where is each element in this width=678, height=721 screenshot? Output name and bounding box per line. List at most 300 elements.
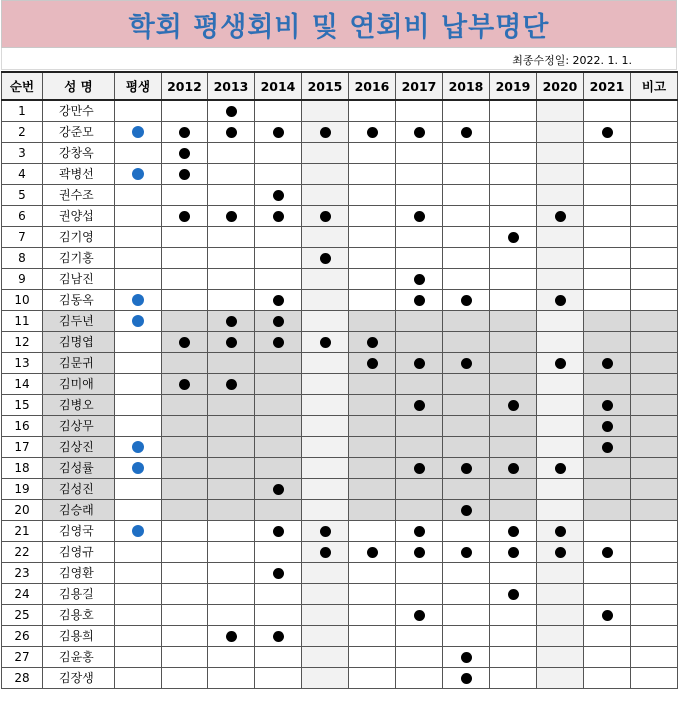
- paid-dot-icon: [508, 400, 519, 411]
- year-cell-2013: [208, 289, 255, 310]
- year-cell-2016: [349, 268, 396, 289]
- year-cell-2017: [396, 289, 443, 310]
- year-cell-2015: [302, 646, 349, 667]
- paid-dot-icon: [414, 127, 425, 138]
- year-cell-2016: [349, 163, 396, 184]
- year-cell-2015: [302, 562, 349, 583]
- year-cell-2013: [208, 142, 255, 163]
- year-cell-2017: [396, 352, 443, 373]
- paid-dot-icon: [179, 127, 190, 138]
- year-cell-2018: [443, 394, 490, 415]
- row-number: 20: [2, 499, 43, 520]
- year-cell-2021: [584, 499, 631, 520]
- year-cell-2016: [349, 373, 396, 394]
- note-cell: [631, 541, 678, 562]
- year-cell-2014: [255, 247, 302, 268]
- year-cell-2017: [396, 373, 443, 394]
- year-cell-2019: [490, 436, 537, 457]
- year-cell-2020: [537, 268, 584, 289]
- year-cell-2016: [349, 520, 396, 541]
- year-cell-2015: [302, 541, 349, 562]
- year-cell-2019: [490, 289, 537, 310]
- note-cell: [631, 289, 678, 310]
- note-cell: [631, 310, 678, 331]
- year-cell-2015: [302, 184, 349, 205]
- year-cell-2018: [443, 415, 490, 436]
- year-cell-2016: [349, 394, 396, 415]
- lifetime-cell: [115, 583, 162, 604]
- member-table: [1, 71, 678, 689]
- member-name: 김상진: [43, 436, 115, 457]
- year-cell-2017: [396, 646, 443, 667]
- year-cell-2019: [490, 205, 537, 226]
- year-cell-2016: [349, 541, 396, 562]
- note-cell: [631, 247, 678, 268]
- column-header: 2021: [584, 72, 631, 100]
- year-cell-2017: [396, 499, 443, 520]
- note-cell: [631, 142, 678, 163]
- row-number: 24: [2, 583, 43, 604]
- year-cell-2020: [537, 121, 584, 142]
- member-name: 김기영: [43, 226, 115, 247]
- lifetime-cell: [115, 226, 162, 247]
- paid-dot-icon: [555, 526, 566, 537]
- year-cell-2018: [443, 184, 490, 205]
- paid-dot-icon: [414, 358, 425, 369]
- year-cell-2019: [490, 310, 537, 331]
- year-cell-2017: [396, 625, 443, 646]
- table-row: [2, 142, 678, 163]
- year-cell-2013: [208, 373, 255, 394]
- paid-dot-icon: [320, 211, 331, 222]
- year-cell-2014: [255, 205, 302, 226]
- paid-dot-icon: [414, 610, 425, 621]
- table-row: [2, 268, 678, 289]
- lifetime-cell: [115, 352, 162, 373]
- paid-dot-icon: [179, 379, 190, 390]
- year-cell-2013: [208, 394, 255, 415]
- year-cell-2014: [255, 226, 302, 247]
- paid-dot-icon: [367, 358, 378, 369]
- table-row: [2, 436, 678, 457]
- paid-dot-icon: [602, 442, 613, 453]
- year-cell-2014: [255, 184, 302, 205]
- year-cell-2019: [490, 184, 537, 205]
- year-cell-2015: [302, 604, 349, 625]
- paid-dot-icon: [273, 190, 284, 201]
- year-cell-2020: [537, 289, 584, 310]
- year-cell-2019: [490, 121, 537, 142]
- year-cell-2020: [537, 163, 584, 184]
- year-cell-2015: [302, 436, 349, 457]
- column-header: 2013: [208, 72, 255, 100]
- year-cell-2013: [208, 520, 255, 541]
- paid-dot-icon: [226, 379, 237, 390]
- year-cell-2019: [490, 583, 537, 604]
- year-cell-2012: [162, 541, 208, 562]
- member-name: 곽병선: [43, 163, 115, 184]
- paid-dot-icon: [179, 169, 190, 180]
- year-cell-2021: [584, 352, 631, 373]
- year-cell-2019: [490, 373, 537, 394]
- year-cell-2020: [537, 541, 584, 562]
- year-cell-2021: [584, 331, 631, 352]
- paid-dot-icon: [555, 358, 566, 369]
- column-header: 2019: [490, 72, 537, 100]
- year-cell-2021: [584, 289, 631, 310]
- year-cell-2017: [396, 268, 443, 289]
- paid-dot-icon: [367, 337, 378, 348]
- year-cell-2013: [208, 541, 255, 562]
- year-cell-2016: [349, 331, 396, 352]
- year-cell-2015: [302, 457, 349, 478]
- paid-dot-icon: [461, 295, 472, 306]
- year-cell-2013: [208, 100, 255, 121]
- year-cell-2012: [162, 520, 208, 541]
- lifetime-cell: [115, 289, 162, 310]
- lifetime-cell: [115, 394, 162, 415]
- row-number: 5: [2, 184, 43, 205]
- year-cell-2016: [349, 205, 396, 226]
- row-number: 18: [2, 457, 43, 478]
- year-cell-2012: [162, 121, 208, 142]
- table-body: [2, 100, 678, 688]
- year-cell-2014: [255, 667, 302, 688]
- year-cell-2020: [537, 100, 584, 121]
- lifetime-cell: [115, 646, 162, 667]
- paid-dot-icon: [414, 526, 425, 537]
- year-cell-2019: [490, 394, 537, 415]
- year-cell-2013: [208, 331, 255, 352]
- lifetime-cell: [115, 415, 162, 436]
- page-title: 학회 평생회비 및 연회비 납부명단: [128, 11, 550, 43]
- column-header: 2014: [255, 72, 302, 100]
- paid-dot-icon: [461, 547, 472, 558]
- year-cell-2016: [349, 247, 396, 268]
- year-cell-2012: [162, 289, 208, 310]
- title-banner: [1, 0, 677, 48]
- year-cell-2012: [162, 163, 208, 184]
- year-cell-2021: [584, 457, 631, 478]
- year-cell-2014: [255, 268, 302, 289]
- year-cell-2017: [396, 541, 443, 562]
- year-cell-2012: [162, 478, 208, 499]
- year-cell-2019: [490, 478, 537, 499]
- row-number: 10: [2, 289, 43, 310]
- table-row: [2, 541, 678, 562]
- year-cell-2021: [584, 247, 631, 268]
- year-cell-2013: [208, 646, 255, 667]
- paid-dot-icon: [508, 526, 519, 537]
- year-cell-2020: [537, 184, 584, 205]
- row-number: 17: [2, 436, 43, 457]
- row-number: 2: [2, 121, 43, 142]
- note-cell: [631, 499, 678, 520]
- year-cell-2017: [396, 100, 443, 121]
- year-cell-2017: [396, 457, 443, 478]
- year-cell-2014: [255, 121, 302, 142]
- year-cell-2018: [443, 352, 490, 373]
- year-cell-2014: [255, 415, 302, 436]
- paid-dot-icon: [602, 127, 613, 138]
- year-cell-2020: [537, 394, 584, 415]
- year-cell-2020: [537, 352, 584, 373]
- year-cell-2014: [255, 625, 302, 646]
- table-row: [2, 646, 678, 667]
- year-cell-2018: [443, 268, 490, 289]
- lifetime-cell: [115, 142, 162, 163]
- year-cell-2019: [490, 415, 537, 436]
- year-cell-2017: [396, 310, 443, 331]
- member-name: 김영환: [43, 562, 115, 583]
- row-number: 11: [2, 310, 43, 331]
- member-name: 김장생: [43, 667, 115, 688]
- year-cell-2015: [302, 415, 349, 436]
- year-cell-2012: [162, 499, 208, 520]
- year-cell-2020: [537, 520, 584, 541]
- lifetime-member-dot-icon: [132, 441, 144, 453]
- year-cell-2014: [255, 142, 302, 163]
- year-cell-2019: [490, 163, 537, 184]
- year-cell-2014: [255, 436, 302, 457]
- column-header: 평생: [115, 72, 162, 100]
- member-name: 김영국: [43, 520, 115, 541]
- row-number: 8: [2, 247, 43, 268]
- year-cell-2012: [162, 604, 208, 625]
- year-cell-2017: [396, 436, 443, 457]
- lifetime-cell: [115, 331, 162, 352]
- year-cell-2016: [349, 457, 396, 478]
- lifetime-member-dot-icon: [132, 462, 144, 474]
- paid-dot-icon: [273, 568, 284, 579]
- year-cell-2018: [443, 163, 490, 184]
- year-cell-2018: [443, 289, 490, 310]
- lifetime-member-dot-icon: [132, 126, 144, 138]
- member-name: 김병오: [43, 394, 115, 415]
- member-name: 강준모: [43, 121, 115, 142]
- paid-dot-icon: [414, 295, 425, 306]
- year-cell-2012: [162, 457, 208, 478]
- paid-dot-icon: [226, 211, 237, 222]
- year-cell-2021: [584, 520, 631, 541]
- table-row: [2, 352, 678, 373]
- paid-dot-icon: [273, 337, 284, 348]
- paid-dot-icon: [414, 547, 425, 558]
- paid-dot-icon: [273, 631, 284, 642]
- table-row: [2, 520, 678, 541]
- table-row: [2, 415, 678, 436]
- paid-dot-icon: [508, 547, 519, 558]
- note-cell: [631, 205, 678, 226]
- paid-dot-icon: [273, 211, 284, 222]
- year-cell-2015: [302, 478, 349, 499]
- year-cell-2013: [208, 604, 255, 625]
- lifetime-cell: [115, 604, 162, 625]
- year-cell-2021: [584, 226, 631, 247]
- header-row: [2, 72, 678, 100]
- year-cell-2019: [490, 520, 537, 541]
- year-cell-2020: [537, 247, 584, 268]
- lifetime-member-dot-icon: [132, 168, 144, 180]
- lifetime-cell: [115, 478, 162, 499]
- row-number: 13: [2, 352, 43, 373]
- year-cell-2018: [443, 520, 490, 541]
- year-cell-2014: [255, 394, 302, 415]
- column-header: 2017: [396, 72, 443, 100]
- column-header: 2020: [537, 72, 584, 100]
- year-cell-2014: [255, 100, 302, 121]
- member-name: 김남진: [43, 268, 115, 289]
- year-cell-2019: [490, 352, 537, 373]
- member-name: 김문귀: [43, 352, 115, 373]
- row-number: 6: [2, 205, 43, 226]
- year-cell-2021: [584, 583, 631, 604]
- year-cell-2020: [537, 457, 584, 478]
- year-cell-2012: [162, 310, 208, 331]
- year-cell-2013: [208, 562, 255, 583]
- lifetime-cell: [115, 268, 162, 289]
- year-cell-2013: [208, 436, 255, 457]
- year-cell-2018: [443, 583, 490, 604]
- table-row: [2, 457, 678, 478]
- table-row: [2, 289, 678, 310]
- table-row: [2, 163, 678, 184]
- note-cell: [631, 268, 678, 289]
- year-cell-2013: [208, 499, 255, 520]
- table-row: [2, 583, 678, 604]
- year-cell-2017: [396, 184, 443, 205]
- paid-dot-icon: [226, 316, 237, 327]
- table-row: [2, 247, 678, 268]
- year-cell-2017: [396, 562, 443, 583]
- year-cell-2020: [537, 331, 584, 352]
- year-cell-2014: [255, 373, 302, 394]
- year-cell-2016: [349, 478, 396, 499]
- year-cell-2021: [584, 268, 631, 289]
- year-cell-2012: [162, 436, 208, 457]
- note-cell: [631, 604, 678, 625]
- year-cell-2012: [162, 667, 208, 688]
- row-number: 16: [2, 415, 43, 436]
- member-name: 권수조: [43, 184, 115, 205]
- year-cell-2013: [208, 415, 255, 436]
- year-cell-2015: [302, 394, 349, 415]
- paid-dot-icon: [273, 526, 284, 537]
- year-cell-2020: [537, 205, 584, 226]
- year-cell-2017: [396, 226, 443, 247]
- column-header: 순번: [2, 72, 43, 100]
- paid-dot-icon: [602, 547, 613, 558]
- member-name: 김기홍: [43, 247, 115, 268]
- year-cell-2012: [162, 415, 208, 436]
- paid-dot-icon: [273, 127, 284, 138]
- paid-dot-icon: [273, 316, 284, 327]
- table-row: [2, 478, 678, 499]
- year-cell-2018: [443, 457, 490, 478]
- year-cell-2020: [537, 436, 584, 457]
- year-cell-2017: [396, 583, 443, 604]
- table-row: [2, 121, 678, 142]
- year-cell-2019: [490, 541, 537, 562]
- lifetime-member-dot-icon: [132, 294, 144, 306]
- row-number: 1: [2, 100, 43, 121]
- column-header: 2012: [162, 72, 208, 100]
- year-cell-2017: [396, 667, 443, 688]
- table-row: [2, 100, 678, 121]
- year-cell-2020: [537, 625, 584, 646]
- year-cell-2021: [584, 142, 631, 163]
- member-name: 김동옥: [43, 289, 115, 310]
- column-header: 2018: [443, 72, 490, 100]
- year-cell-2013: [208, 457, 255, 478]
- year-cell-2014: [255, 310, 302, 331]
- member-name: 김성률: [43, 457, 115, 478]
- year-cell-2012: [162, 100, 208, 121]
- year-cell-2016: [349, 226, 396, 247]
- member-name: 김두년: [43, 310, 115, 331]
- note-cell: [631, 163, 678, 184]
- lifetime-cell: [115, 667, 162, 688]
- paid-dot-icon: [179, 211, 190, 222]
- row-number: 9: [2, 268, 43, 289]
- year-cell-2017: [396, 415, 443, 436]
- year-cell-2020: [537, 499, 584, 520]
- lifetime-cell: [115, 499, 162, 520]
- year-cell-2021: [584, 310, 631, 331]
- year-cell-2021: [584, 625, 631, 646]
- lifetime-cell: [115, 310, 162, 331]
- year-cell-2017: [396, 205, 443, 226]
- year-cell-2019: [490, 499, 537, 520]
- year-cell-2016: [349, 310, 396, 331]
- year-cell-2017: [396, 478, 443, 499]
- paid-dot-icon: [508, 589, 519, 600]
- year-cell-2020: [537, 226, 584, 247]
- row-number: 3: [2, 142, 43, 163]
- year-cell-2013: [208, 226, 255, 247]
- row-number: 28: [2, 667, 43, 688]
- year-cell-2015: [302, 520, 349, 541]
- lifetime-cell: [115, 163, 162, 184]
- lifetime-cell: [115, 121, 162, 142]
- row-number: 15: [2, 394, 43, 415]
- year-cell-2012: [162, 646, 208, 667]
- lifetime-cell: [115, 457, 162, 478]
- year-cell-2019: [490, 100, 537, 121]
- year-cell-2018: [443, 142, 490, 163]
- year-cell-2021: [584, 100, 631, 121]
- year-cell-2013: [208, 247, 255, 268]
- year-cell-2020: [537, 646, 584, 667]
- year-cell-2020: [537, 667, 584, 688]
- year-cell-2019: [490, 625, 537, 646]
- year-cell-2014: [255, 499, 302, 520]
- year-cell-2018: [443, 310, 490, 331]
- paid-dot-icon: [461, 358, 472, 369]
- year-cell-2021: [584, 646, 631, 667]
- paid-dot-icon: [555, 211, 566, 222]
- note-cell: [631, 562, 678, 583]
- paid-dot-icon: [179, 337, 190, 348]
- year-cell-2012: [162, 247, 208, 268]
- year-cell-2016: [349, 436, 396, 457]
- year-cell-2018: [443, 373, 490, 394]
- year-cell-2012: [162, 625, 208, 646]
- year-cell-2021: [584, 604, 631, 625]
- year-cell-2016: [349, 100, 396, 121]
- year-cell-2016: [349, 184, 396, 205]
- year-cell-2014: [255, 478, 302, 499]
